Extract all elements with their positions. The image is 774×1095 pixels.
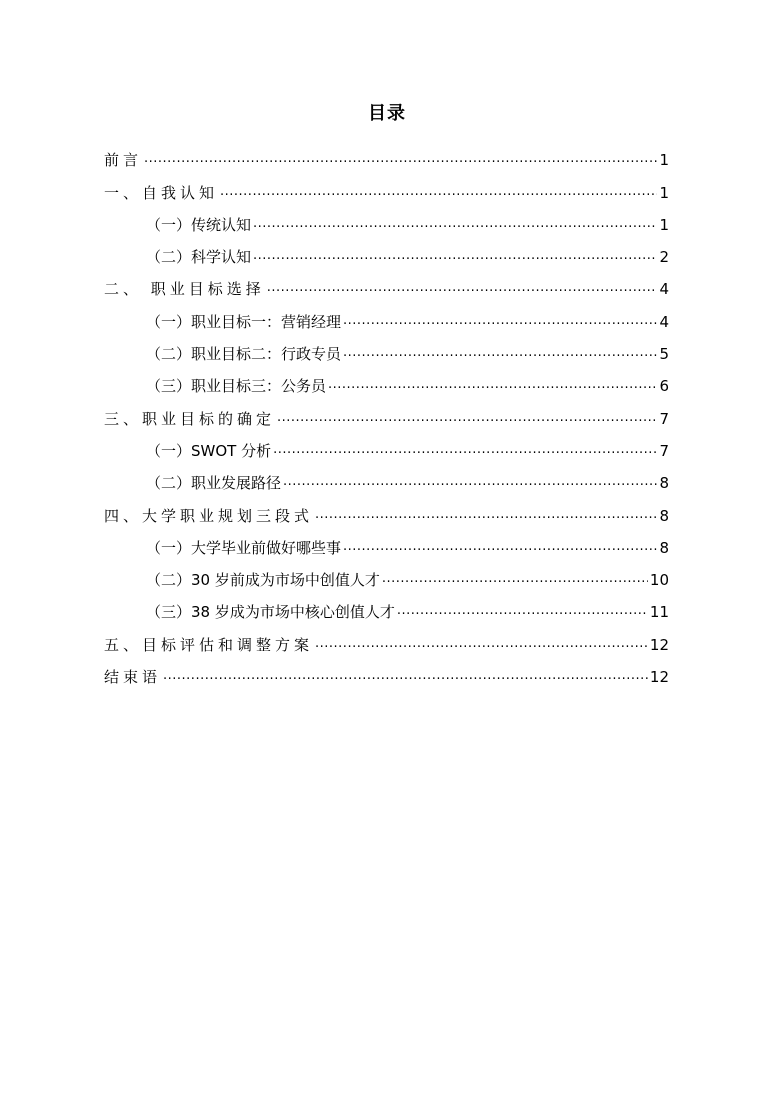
toc-entry-text: （一）传统认知 — [146, 215, 252, 234]
toc-entry-text: 前言 — [104, 151, 143, 170]
toc-entry[interactable] — [104, 301, 669, 333]
toc-leader-dots — [382, 569, 648, 592]
toc-page-number: 12 — [649, 668, 669, 687]
toc-page-number: 8 — [659, 538, 669, 557]
toc-page-number: 11 — [649, 603, 669, 622]
toc-page-number: 6 — [659, 377, 669, 396]
toc-entry[interactable] — [104, 237, 669, 269]
toc-entry[interactable] — [104, 431, 669, 463]
toc-entry[interactable] — [104, 657, 669, 689]
toc-entry-text: （二）科学认知 — [146, 248, 252, 267]
toc-page-number: 2 — [659, 248, 669, 267]
toc-entry-text: 结束语 — [104, 668, 162, 687]
toc-entry-text: 二、 职业目标选择 — [104, 280, 265, 299]
toc-entry[interactable] — [104, 560, 669, 592]
toc-leader-dots — [343, 537, 657, 560]
toc-leader-dots — [163, 666, 648, 689]
toc-leader-dots — [253, 214, 657, 237]
toc-leader-dots — [328, 375, 657, 398]
toc-entry-text: （二）职业发展路径 — [146, 474, 282, 493]
toc-page-number: 1 — [659, 215, 669, 234]
toc-leader-dots — [253, 246, 657, 269]
toc-leader-dots — [277, 408, 657, 431]
toc-page-number: 8 — [659, 506, 669, 525]
toc-page-number: 1 — [659, 151, 669, 170]
toc-entry[interactable] — [104, 463, 669, 495]
toc-entry[interactable] — [104, 495, 669, 527]
toc-entry-text: 四、大学职业规划三段式 — [104, 506, 314, 525]
toc-leader-dots — [343, 343, 657, 366]
toc-entry-text: （一）SWOT 分析 — [146, 441, 272, 460]
toc-page-number: 1 — [659, 183, 669, 202]
toc-leader-dots — [283, 472, 657, 495]
toc-leader-dots — [315, 634, 648, 657]
toc-leader-dots — [220, 182, 657, 205]
toc-page-number: 7 — [659, 441, 669, 460]
toc-entry-text: 三、职业目标的确定 — [104, 409, 276, 428]
toc-leader-dots — [315, 505, 657, 528]
toc-entry[interactable] — [104, 269, 669, 301]
toc-leader-dots — [267, 278, 658, 301]
toc-entry-text: （三）38 岁成为市场中核心创值人才 — [146, 603, 395, 622]
toc-leader-dots — [397, 601, 648, 624]
toc-page-number: 4 — [659, 280, 669, 299]
toc-entry-text: （一）职业目标一：营销经理 — [146, 312, 342, 331]
toc-page-number: 12 — [649, 635, 669, 654]
toc-title: 目录 — [368, 103, 406, 124]
toc-entry[interactable] — [104, 528, 669, 560]
toc-entry[interactable] — [104, 624, 669, 656]
toc-entry[interactable] — [104, 366, 669, 398]
toc-page-number: 5 — [659, 345, 669, 364]
toc-entry-text: （一）大学毕业前做好哪些事 — [146, 538, 342, 557]
toc-entry[interactable] — [104, 140, 669, 172]
table-of-contents — [104, 140, 669, 689]
toc-entry[interactable] — [104, 172, 669, 204]
toc-leader-dots — [343, 311, 657, 334]
toc-entry-text: （三）职业目标三：公务员 — [146, 377, 327, 396]
toc-entry[interactable] — [104, 334, 669, 366]
toc-entry-text: （二）30 岁前成为市场中创值人才 — [146, 571, 380, 590]
toc-page-number: 7 — [659, 409, 669, 428]
toc-leader-dots — [273, 440, 657, 463]
toc-entry[interactable] — [104, 592, 669, 624]
toc-page-number: 10 — [649, 571, 669, 590]
toc-entry[interactable] — [104, 205, 669, 237]
toc-page-number: 4 — [659, 312, 669, 331]
toc-page-number: 8 — [659, 474, 669, 493]
toc-entry-text: 一、自我认知 — [104, 183, 219, 202]
toc-entry[interactable] — [104, 398, 669, 430]
toc-entry-text: 五、目标评估和调整方案 — [104, 635, 314, 654]
toc-entry-text: （二）职业目标二：行政专员 — [146, 345, 342, 364]
toc-leader-dots — [144, 149, 657, 172]
